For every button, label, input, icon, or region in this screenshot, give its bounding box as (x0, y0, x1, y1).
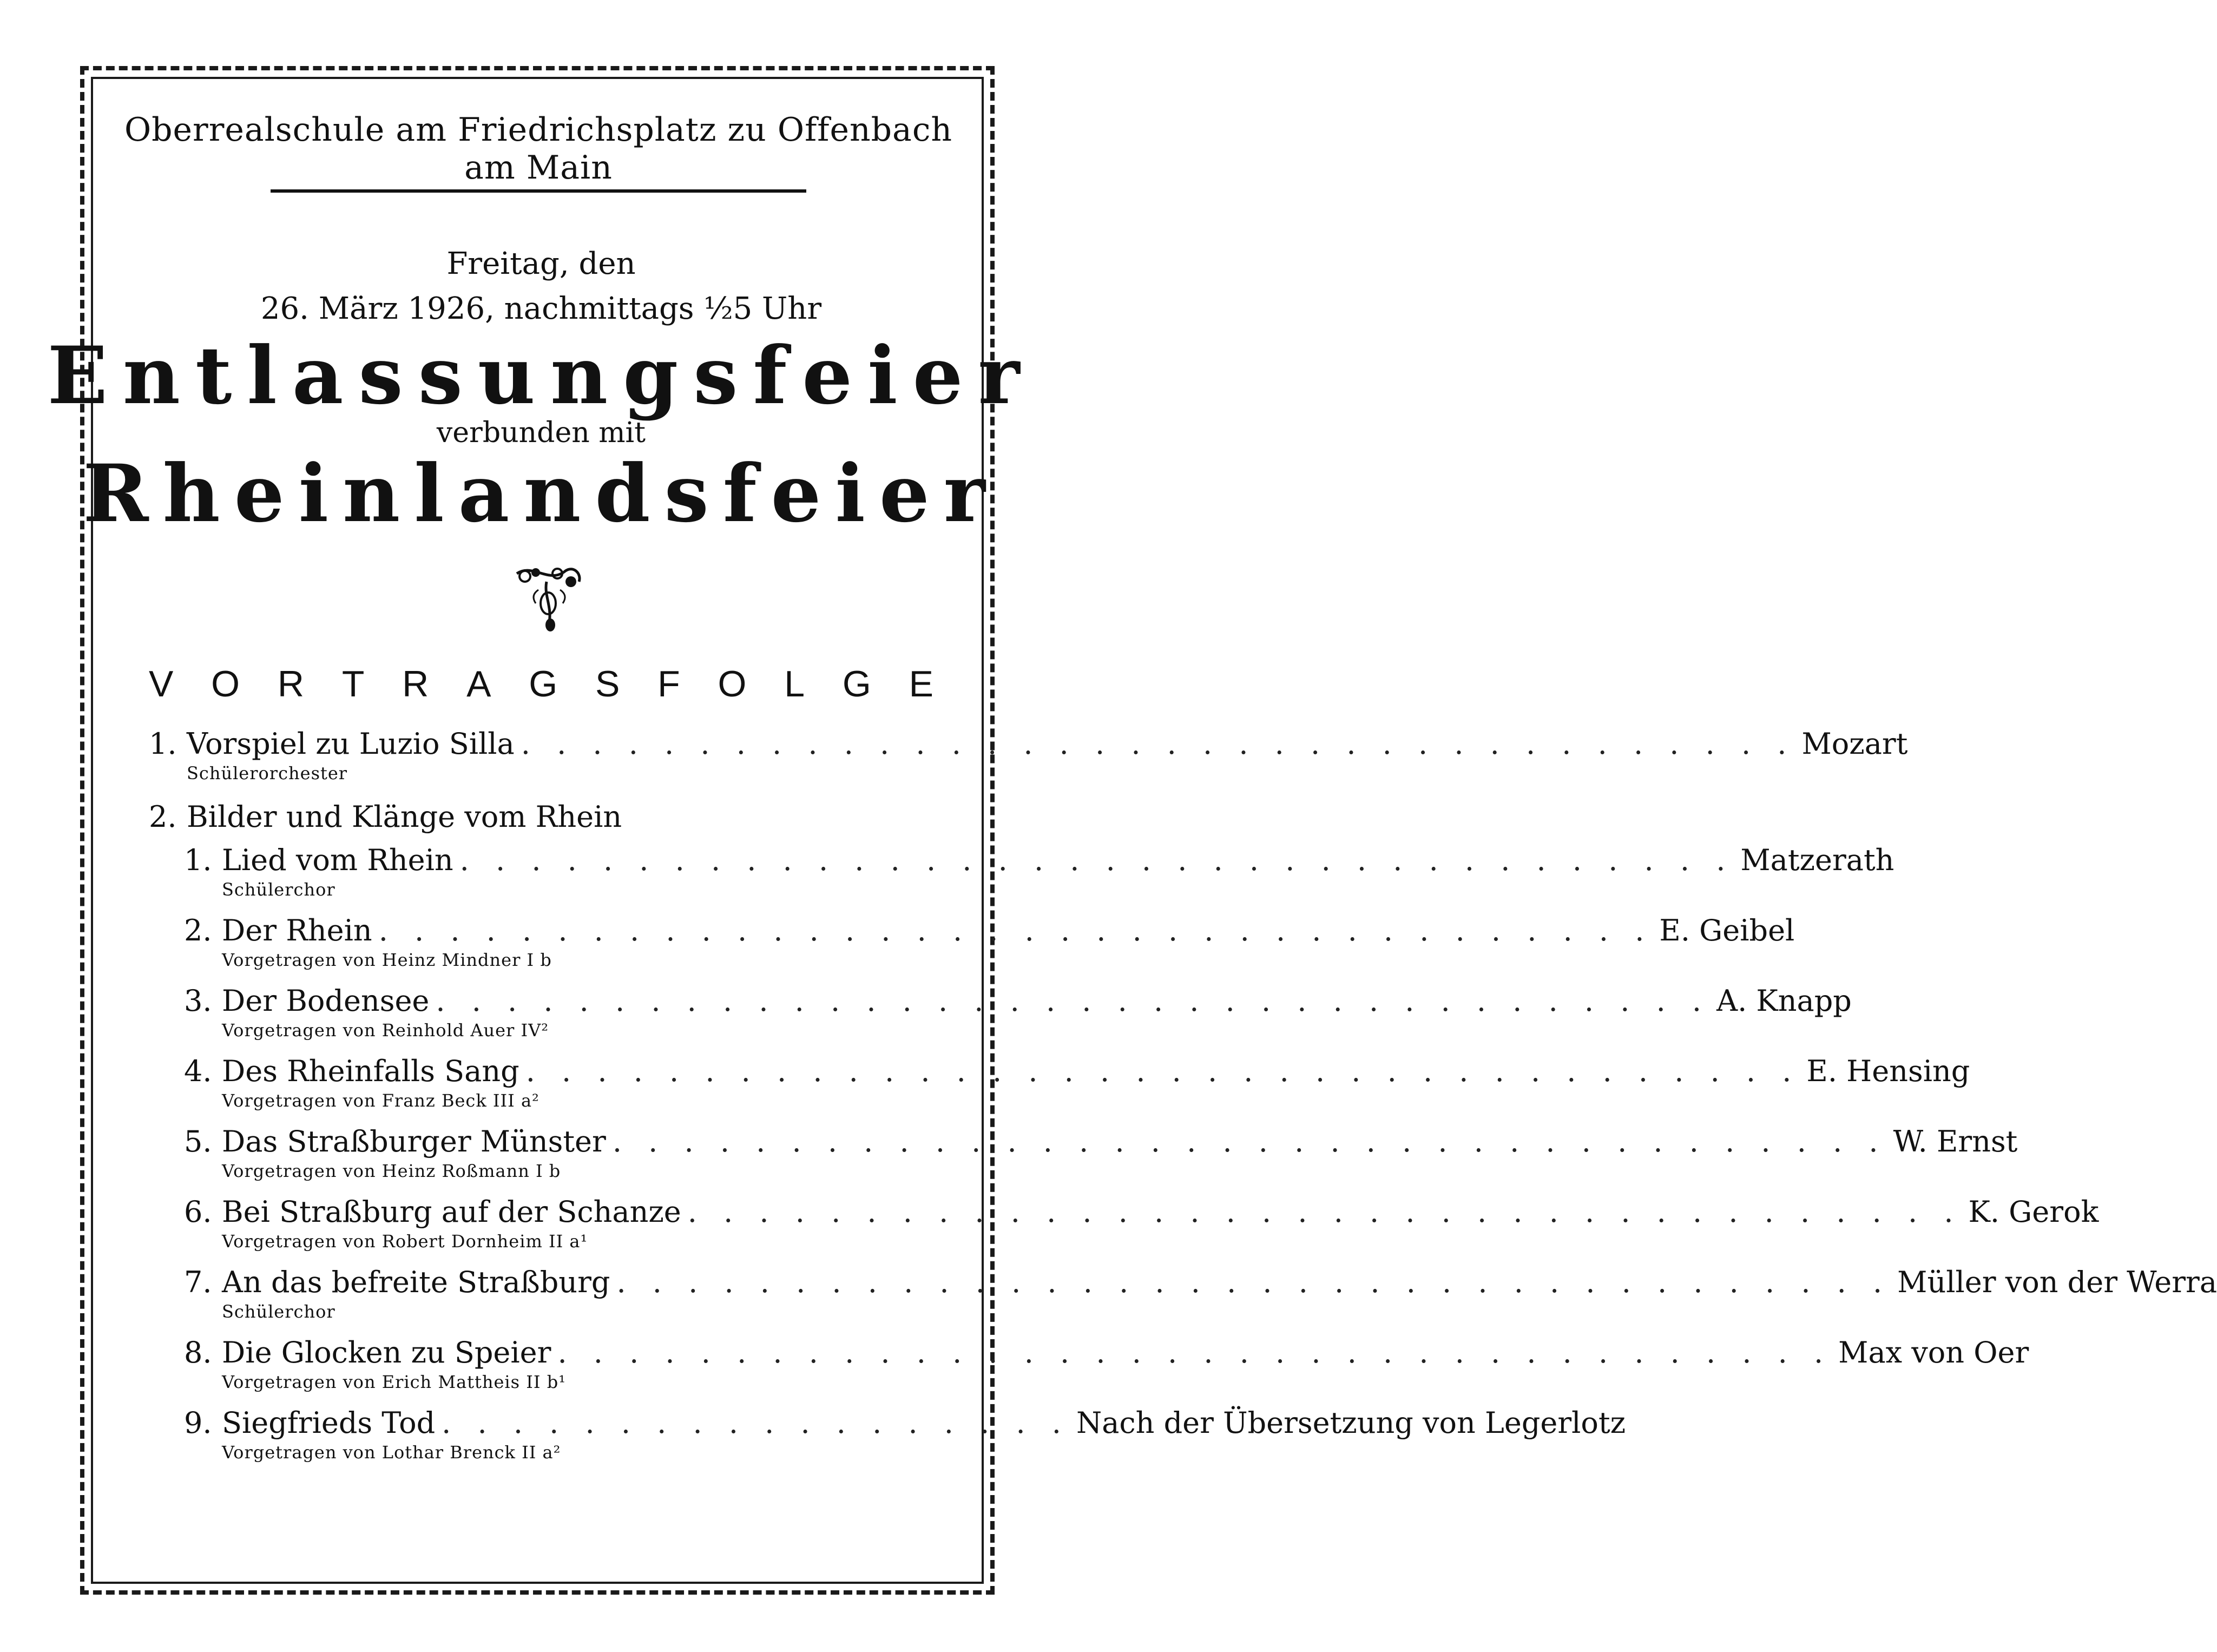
item-author: E. Hensing (1806, 1054, 1970, 1088)
heading-letter: R (277, 663, 304, 705)
heading-letter: R (402, 663, 429, 705)
heading-letter: S (595, 663, 620, 705)
program-heading (149, 663, 933, 705)
heading-letter: O (211, 663, 240, 705)
item-title: Des Rheinfalls Sang (222, 1054, 519, 1088)
item-number: 7. (184, 1265, 212, 1299)
heading-letter: O (718, 663, 747, 705)
item-author: E. Geibel (1659, 913, 1795, 947)
dot-leader: . . . . . . . . . . . . . . . . . . . . . . . . . . . . . . . . . . . . (378, 913, 1653, 947)
item-title: Siegfrieds Tod (222, 1406, 436, 1440)
program-sub-item (184, 1124, 2018, 1182)
item-performer: Schülerorchester (187, 763, 348, 784)
item-title: An das befreite Straßburg (222, 1265, 610, 1299)
program-sub-item (184, 843, 1894, 900)
program-sub-item (184, 1406, 1626, 1463)
dot-leader: . . . . . . . . . . . . . . . . . . . . . . . . . . . . . . . . . . . . (612, 1124, 1887, 1159)
program-sub-item (184, 913, 1795, 971)
item-author: A. Knapp (1716, 984, 1852, 1018)
divider-rule (271, 189, 806, 193)
heading-letter: T (341, 663, 365, 705)
item-title: Der Rhein (222, 913, 372, 947)
item-number: 1. (149, 727, 177, 761)
dot-leader: . . . . . . . . . . . . . . . . . . (442, 1406, 1070, 1440)
item-author: Mozart (1801, 727, 1908, 761)
dot-leader: . . . . . . . . . . . . . . . . . . . . . . . . . . . . . . . . . . . . (436, 984, 1711, 1018)
heading-letter: V (149, 663, 174, 705)
program-sub-item (184, 1054, 1970, 1111)
item-number: 9. (184, 1406, 212, 1440)
item-author: Max von Oer (1838, 1335, 2029, 1370)
item-number: 4. (184, 1054, 212, 1088)
heading-letter: E (909, 663, 933, 705)
item-title: Bei Straßburg auf der Schanze (222, 1195, 681, 1229)
item-author: Nach der Übersetzung von Legerlotz (1076, 1406, 1626, 1440)
item-performer: Vorgetragen von Heinz Roßmann I b (222, 1161, 561, 1182)
program-sub-item (184, 1265, 2217, 1322)
dot-leader: . . . . . . . . . . . . . . . . . . . . . . . . . . . . . . . . . . . . (521, 727, 1795, 761)
heading-letter: A (466, 663, 491, 705)
item-performer: Vorgetragen von Erich Mattheis II b¹ (222, 1372, 567, 1393)
heading-letter: G (529, 663, 558, 705)
program-item (149, 727, 1908, 784)
item-performer: Schülerchor (222, 1301, 335, 1322)
item-author: K. Gerok (1968, 1195, 2099, 1229)
item-number: 8. (184, 1335, 212, 1370)
item-number: 2. (184, 913, 212, 947)
item-title: Der Bodensee (222, 984, 430, 1018)
sub-title: Rheinlandsfeier (83, 447, 999, 540)
item-number: 3. (184, 984, 212, 1018)
program-item (149, 801, 920, 833)
program-sub-item (184, 1335, 2029, 1393)
item-author: W. Ernst (1893, 1124, 2018, 1159)
program-sub-item (184, 984, 1852, 1041)
date-line-time: 26. März 1926, nachmittags ½5 Uhr (260, 291, 822, 326)
main-title: Entlassungsfeier (47, 330, 1035, 422)
program-sub-item (184, 1195, 2099, 1252)
school-name: Oberrealschule am Friedrichsplatz zu Offenbach am Main (124, 111, 953, 187)
dot-leader: . . . . . . . . . . . . . . . . . . . . . . . . . . . . . . . . . . . . (616, 1265, 1891, 1299)
item-performer: Vorgetragen von Reinhold Auer IV² (222, 1020, 549, 1041)
item-author: Matzerath (1740, 843, 1894, 877)
floral-vine-icon (506, 552, 593, 639)
item-title: Das Straßburger Münster (222, 1124, 606, 1159)
dot-leader: . . . . . . . . . . . . . . . . . . . . . . . . . . . . . . . . . . . . (557, 1335, 1832, 1370)
item-performer: Schülerchor (222, 879, 335, 900)
item-number: 6. (184, 1195, 212, 1229)
item-title: Die Glocken zu Speier (222, 1335, 551, 1370)
item-number: 1. (184, 843, 212, 877)
dot-leader: . . . . . . . . . . . . . . . . . . . . . . . . . . . . . . . . . . . . (525, 1054, 1800, 1088)
item-title: Vorspiel zu Luzio Silla (187, 727, 515, 761)
item-performer: Vorgetragen von Franz Beck III a² (222, 1090, 540, 1111)
dot-leader: . . . . . . . . . . . . . . . . . . . . . . . . . . . . . . . . . . . . (687, 1195, 1962, 1229)
title-connector: verbunden mit (436, 417, 646, 449)
heading-letter: G (842, 663, 871, 705)
date-line-day: Freitag, den (446, 246, 636, 281)
item-title: Bilder und Klänge vom Rhein (187, 800, 622, 834)
item-performer: Vorgetragen von Heinz Mindner I b (222, 950, 552, 971)
item-number: 5. (184, 1124, 212, 1159)
item-number: 2. (149, 800, 177, 834)
item-author: Müller von der Werra (1897, 1265, 2217, 1299)
dot-leader: . . . . . . . . . . . . . . . . . . . . . . . . . . . . . . . . . . . . (459, 843, 1734, 877)
heading-letter: F (657, 663, 680, 705)
item-performer: Vorgetragen von Lothar Brenck II a² (222, 1442, 561, 1463)
item-title: Lied vom Rhein (222, 843, 453, 877)
item-performer: Vorgetragen von Robert Dornheim II a¹ (222, 1231, 588, 1252)
heading-letter: L (784, 663, 805, 705)
